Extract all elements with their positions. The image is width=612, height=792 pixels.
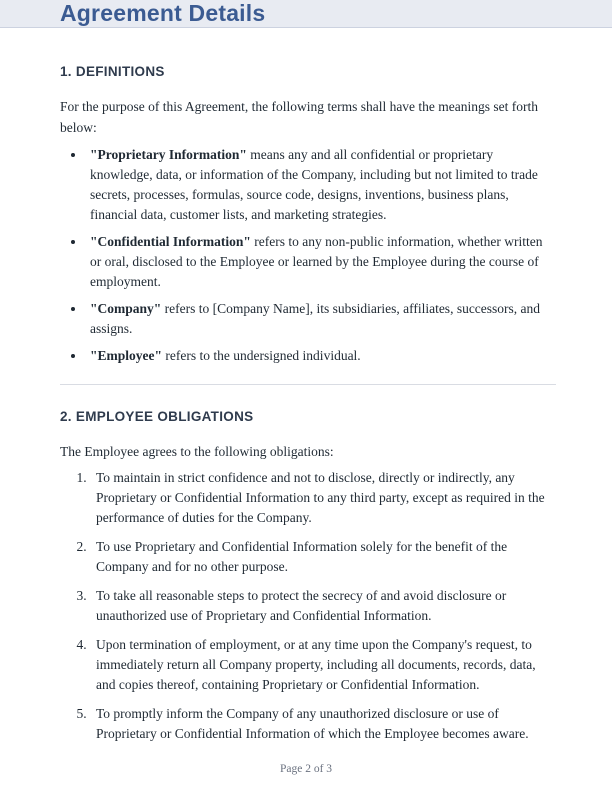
document-body: [0, 28, 612, 753]
list-item: 3. To take all reasonable steps to protect the secrecy of and avoid disclosure or unauthorized use of Proprietary and Confidential Information.: [90, 586, 556, 626]
term-text: refers to [Company Name], its subsidiaries, affiliates, successors, and assigns.: [90, 300, 541, 336]
list-item: [86, 232, 556, 292]
term-name: "Proprietary Information": [90, 146, 247, 162]
term-name: "Employee": [90, 347, 162, 363]
section-divider: [60, 384, 556, 385]
list-item: [86, 346, 556, 366]
section-heading: 2. EMPLOYEE OBLIGATIONS: [60, 408, 254, 424]
list-item: [86, 145, 556, 225]
list-item: 2. To use Proprietary and Confidential Information solely for the benefit of the Company and for no other purpose.: [90, 537, 556, 577]
page-number: Page 2 of 3: [279, 763, 333, 776]
list-item: [86, 299, 556, 339]
page-footer: [0, 753, 612, 792]
term-text: refers to the undersigned individual.: [161, 347, 361, 363]
section-definitions: [60, 64, 556, 385]
list-item: 5. To promptly inform the Company of any unauthorized disclosure or use of Proprietary or Confidential Information of which the Employee becomes aware.: [90, 704, 556, 744]
definitions-list: [60, 145, 556, 366]
list-item: 1. To maintain in strict confidence and not to disclose, directly or indirectly, any Proprietary or Confidential Information to any third party, except as required in the performance of duties for the Company.: [90, 468, 556, 528]
section-employee-obligations: [60, 391, 556, 745]
section-intro: For the purpose of this Agreement, the following terms shall have the meanings set forth below:: [60, 99, 539, 135]
section-heading: 1. DEFINITIONS: [60, 64, 165, 79]
term-text: means any and all confidential or proprietary knowledge, data, or information of the Company, including but not limited to trade secrets, processes, formulas, source code, designs, inventions, business plans, financial data, customer lists, and marketing strategies.: [90, 146, 538, 222]
section-intro: The Employee agrees to the following obligations:: [60, 443, 334, 459]
term-name: "Company": [90, 300, 162, 316]
document-header: [0, 0, 612, 28]
term-name: "Confidential Information": [90, 233, 251, 249]
term-text: refers to any non-public information, whether written or oral, disclosed to the Employee or learned by the Employee during the course of employment.: [90, 233, 543, 289]
obligations-list: [60, 468, 556, 744]
page-title: Agreement Details: [60, 0, 266, 26]
list-item: 4. Upon termination of employment, or at any time upon the Company's request, to immediately return all Company property, including all documents, records, data, and copies thereof, containing Proprietary or Confidential Information.: [90, 635, 556, 695]
